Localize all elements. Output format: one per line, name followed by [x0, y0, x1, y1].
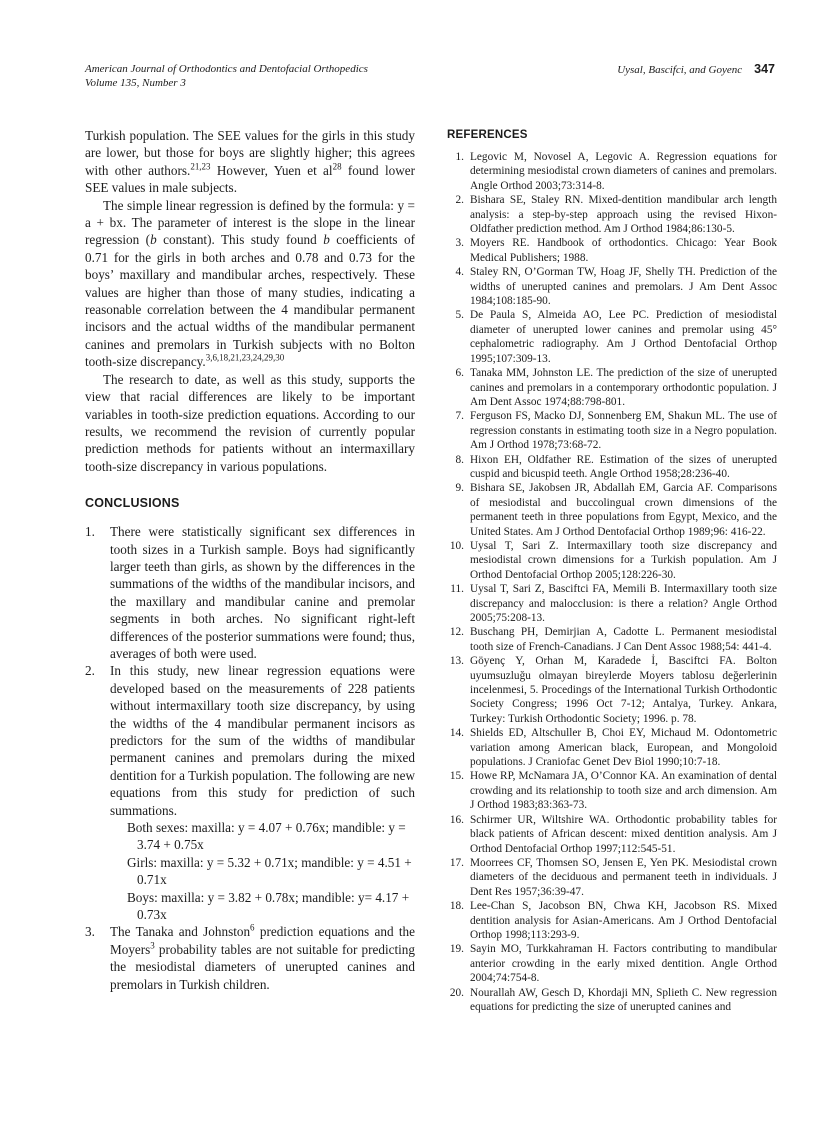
reference-number: 16. — [449, 813, 464, 826]
equation-line: Boys: maxilla: y = 3.82 + 0.78x; mandible: y= 4.17 + 0.73x — [127, 889, 410, 923]
reference-text: De Paula S, Almeida AO, Lee PC. Prediction of mesiodistal diameter of unerupted lower canines and premolar using 45° cephalometric radiography. Am J Orthod Dentofacial Orthop 1995;107:309-13. — [470, 309, 777, 365]
reference-text: Ferguson FS, Macko DJ, Sonnenberg EM, Shakun ML. The use of regression constants in estimating tooth size in a Negro population. Am J Orthod 1978;73:68-72. — [470, 410, 777, 452]
reference-text: Hixon EH, Oldfather RE. Estimation of the sizes of unerupted cuspid and bicuspid teeth. Angle Orthod 1958;28:236-40. — [470, 453, 777, 480]
reference-item — [447, 582, 777, 625]
reference-item — [447, 453, 777, 482]
reference-number: 14. — [449, 727, 464, 740]
references-heading: REFERENCES — [447, 129, 528, 141]
discussion-paragraphs — [85, 127, 415, 475]
conclusion-text: There were statistically significant sex differences in tooth sizes in a Turkish sample. Boys had significantly larger teeth than girls, as shown by the differences in the summations of the widths of the mandibular incisors, and the maxillary and mandibular canine and premolar segments in both arches. No significant right-left differences of the posterior summations were found; thus, averages of both were used. — [110, 524, 415, 661]
reference-text: Bishara SE, Staley RN. Mixed-dentition mandibular arch length analysis: a step-by-step approach using the revised Hixon-Oldfather prediction method. Am J Orthod 1984;86:130-5. — [470, 194, 777, 236]
page-header — [85, 63, 775, 90]
reference-item — [447, 409, 777, 452]
conclusion-item — [85, 662, 415, 923]
reference-item — [447, 813, 777, 856]
conclusion-item — [85, 923, 415, 993]
equations-block — [127, 819, 415, 923]
reference-item — [447, 193, 777, 236]
reference-item — [447, 654, 777, 726]
reference-text: Lee-Chan S, Jacobson BN, Chwa KH, Jacobson RS. Mixed dentition analysis for Asian-Americans. Am J Orthod Dentofacial Orthop 1998;113:293-9. — [470, 900, 777, 941]
reference-number: 18. — [449, 900, 464, 913]
reference-item — [447, 986, 777, 1015]
reference-number: 13. — [449, 655, 464, 668]
reference-number: 10. — [449, 539, 464, 552]
right-column — [447, 127, 777, 1014]
journal-volume: Volume 135, Number 3 — [85, 76, 186, 89]
conclusion-body — [110, 923, 415, 993]
reference-item — [447, 625, 777, 654]
reference-text: Uysal T, Sari Z. Intermaxillary tooth size discrepancy and mesiodistal crown dimensions for a Turkish population. Am J Orthod Dentofacial Orthop 2005;128:226-30. — [470, 539, 777, 581]
reference-number: 19. — [449, 943, 464, 956]
reference-text: Schirmer UR, Wiltshire WA. Orthodontic probability tables for black patients of African descent: mixed dentition analysis. Am J Orthod Dentofacial Orthop 1997;112:545-51. — [470, 813, 777, 855]
left-column — [85, 127, 415, 1014]
running-authors: Uysal, Bascifci, and Goyenc — [617, 64, 743, 76]
reference-text: Moyers RE. Handbook of orthodontics. Chicago: Year Book Medical Publishers; 1988. — [470, 237, 777, 264]
reference-item — [447, 899, 777, 942]
reference-number: 11. — [450, 583, 464, 596]
body-paragraph: The research to date, as well as this study, supports the view that racial differences are likely to be important variables in tooth-size prediction equations. According to our results, we recommend the revision of currently popular prediction methods for patients without an intermaxillary tooth-size discrepancy in various populations. — [85, 371, 415, 474]
journal-info — [85, 63, 368, 90]
reference-item — [447, 366, 777, 409]
reference-number: 1. — [455, 151, 464, 163]
reference-text: Uysal T, Sari Z, Basciftci FA, Memili B. Intermaxillary tooth size discrepancy and malocclusion: is there a relation? Angle Orthod 2005;75:208-13. — [470, 583, 777, 624]
reference-text: Moorrees CF, Thomsen SO, Jensen E, Yen PK. Mesiodistal crown diameters of the deciduous and permanent teeth in individuals. J Dent Res 1957;36:39-47. — [470, 856, 777, 898]
body-paragraph: Turkish population. The SEE values for the girls in this study are lower, but those for boys are slightly higher; this agrees with other authors.$^{21,23}$ However, Yuen et $al^{28}$ found lower SEE values in male subjects. — [85, 128, 415, 196]
reference-item — [447, 236, 777, 265]
conclusion-text: In this study, new linear regression equations were developed based on the measurements of 228 patients without intermaxillary tooth size discrepancy, by using the widths of the 4 mandibular permanent incisors as predictors for the sum of the widths of mandibular permanent canines and premolars during the mixed dentition for a Turkish population. The following are new equations from this study for prediction of such summations. — [110, 663, 415, 818]
reference-text: Legovic M, Novosel A, Legovic A. Regression equations for determining mesiodistal crown diameters of canines and premolars. Angle Orthod 2003;73:314-8. — [470, 151, 777, 192]
conclusion-body — [110, 523, 415, 662]
conclusion-item — [85, 523, 415, 662]
reference-number: 2. — [455, 194, 464, 207]
reference-number: 7. — [455, 410, 464, 423]
reference-number: 17. — [449, 856, 464, 869]
reference-item — [447, 942, 777, 985]
reference-text: Nourallah AW, Gesch D, Khordaji MN, Splieth C. New regression equations for predicting the size of unerupted canines and — [470, 986, 777, 1013]
reference-number: 8. — [455, 453, 464, 466]
reference-text: Bishara SE, Jakobsen JR, Abdallah EM, Garcia AF. Comparisons of mesiodistal and buccolingual crown dimensions of the permanent teeth in three populations from Egypt, Mexico, and the United States. Am J Orthod Dentofacial Orthop 1989;96: 416-22. — [470, 482, 777, 538]
reference-text: Tanaka MM, Johnston LE. The prediction of the size of unerupted canines and premolars in a contemporary orthodontic population. J Am Dent Assoc 1974;88:798-801. — [470, 367, 777, 408]
conclusion-number: 2. — [85, 663, 95, 679]
reference-item — [447, 769, 777, 812]
reference-item — [447, 856, 777, 899]
reference-number: 15. — [449, 770, 464, 783]
reference-item — [447, 539, 777, 582]
equation-line: Both sexes: maxilla: y = 4.07 + 0.76x; mandible: y = 3.74 + 0.75x — [127, 820, 406, 853]
page-body — [85, 127, 777, 1014]
reference-text: Shields ED, Altschuller B, Choi EY, Michaud M. Odontometric variation among American black, European, and Mongoloid populations. J Craniofac Genet Dev Biol 1990;10:7-18. — [470, 727, 777, 769]
journal-title: American Journal of Orthodontics and Dentofacial Orthopedics — [85, 63, 368, 75]
equation-line: Girls: maxilla: y = 5.32 + 0.71x; mandible: y = 4.51 + 0.71x — [127, 854, 412, 888]
reference-text: Howe RP, McNamara JA, O’Connor KA. An examination of dental crowding and its relationship to tooth size and arch dimension. Am J Orthod 1983;83:363-73. — [470, 770, 777, 812]
reference-number: 6. — [455, 367, 464, 380]
conclusion-body — [110, 662, 415, 923]
reference-number: 12. — [449, 626, 464, 639]
page-number: 347 — [754, 62, 775, 76]
reference-item — [447, 265, 777, 308]
reference-number: 5. — [455, 309, 464, 322]
conclusions-list — [85, 523, 415, 993]
reference-item — [447, 308, 777, 366]
body-paragraph: The simple linear regression is defined by the formula: y = a + bx. The parameter of interest is the slope in the linear regression (b constant). This study found b coefficients of 0.71 for the girls in both arches and 0.78 and 0.73 for the boys’ maxillary and mandibular arches, respectively. These values are higher than those of many studies, indicating a reasonable correlation between the 4 mandibular permanent incisors and the actual widths of the mandibular permanent canines and premolars in Turkish subjects with no Bolton tooth-size discrepancy.$^{3,6,18,21,23,24,29,30}$ — [85, 197, 415, 370]
reference-text: Staley RN, O’Gorman TW, Hoag JF, Shelly TH. Prediction of the widths of unerupted canines and premolars. J Am Dent Assoc 1984;108:185-90. — [470, 266, 777, 308]
reference-number: 9. — [455, 482, 464, 495]
references-list — [447, 150, 777, 1014]
reference-text: Göyenç Y, Orhan M, Karadede İ, Basciftci FA. Bolton uyumsuzluğu olmayan bireylerde Moyers tablosu değerlerinin incelenmesi, 5. Procedings of the International Turkish Orthodontic Society Congress; 1996 Oct 7-12; Antalya, Turkey. Ankara, Turkey: Turkish Orthodontic Society; 1996. p. 78. — [470, 655, 777, 725]
conclusions-heading: CONCLUSIONS — [85, 496, 180, 511]
running-head — [617, 63, 775, 78]
reference-item — [447, 481, 777, 539]
reference-number: 20. — [449, 986, 464, 999]
reference-text: Buschang PH, Demirjian A, Cadotte L. Permanent mesiodistal tooth size of French-Canadians. J Can Dent Assoc 1988;54: 441-4. — [470, 626, 777, 653]
reference-item — [447, 150, 777, 193]
reference-number: 4. — [455, 266, 464, 279]
reference-item — [447, 726, 777, 769]
conclusion-text: The Tanaka and Johnston$^6$ prediction equations and the Moyers$^3$ probability tables are not suitable for predicting the mesiodistal diameters of unerupted canines and premolars in Turkish children. — [110, 923, 415, 992]
reference-text: Sayin MO, Turkkahraman H. Factors contributing to mandibular anterior crowding in the early mixed dentition. Angle Orthod 2004;74:754-8. — [470, 943, 777, 985]
conclusion-number: 1. — [85, 524, 95, 540]
reference-number: 3. — [455, 237, 464, 250]
conclusion-number: 3. — [85, 924, 95, 940]
